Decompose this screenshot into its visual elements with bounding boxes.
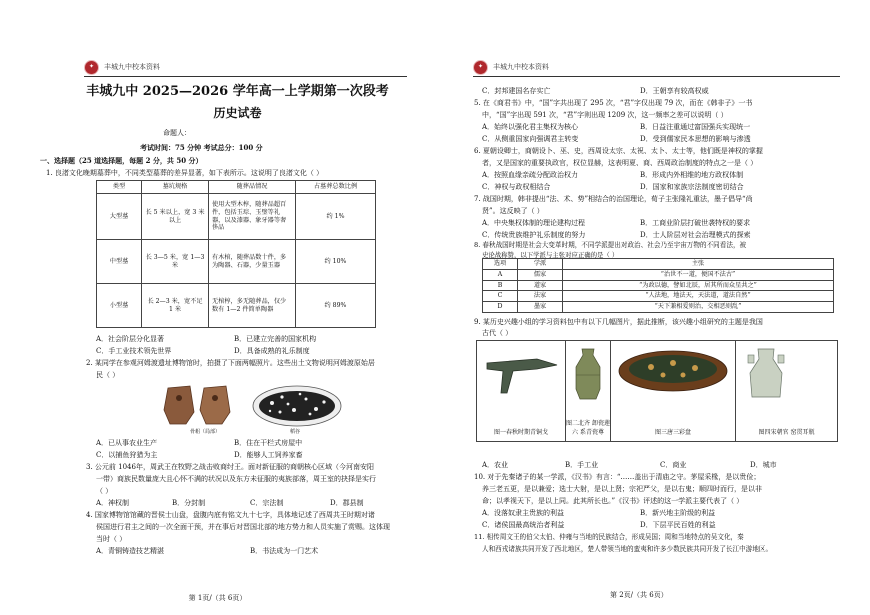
question-7-cont: 贤”。这反映了（ ） [482,207,544,215]
exam-info: 考试时间：75 分钟 考试总分：100 分 [140,143,263,152]
page-number: 第 2页/（共 6页） [610,591,668,599]
image-caption-spade: 骨耜（局部） [190,429,221,435]
table-header: 占墓葬总数比例 [296,181,376,194]
q6-option-d: D．国家和家族宗法制度密切结合 [640,183,744,191]
q1-option-a: A．社会阶层分化显著 [96,335,165,343]
question-8: 8. 春秋战国时期是社会大变革时期，不同学派提出对政治、社会乃至宇宙万物的不同看法，被 [474,241,747,249]
q5-option-b: B．日益注重通过富国强兵实现统一 [640,123,751,131]
question-10: 10. 对于先秦诸子的某一学派，《汉书》有言：“……盖出于清庙之守。茅屋采椽，是以贵俭； [474,473,761,481]
q4-option-d: D．王朝享有较高权威 [640,87,709,95]
q10-option-d: D．下层平民百姓的利益 [640,521,716,529]
q5-option-d: D．受到儒家民本思想的影响与渗透 [640,135,751,143]
q2-option-c: C．以捕鱼狩猎为主 [96,451,158,459]
question-11: 11. 相传周文王的伯父太伯、仲雍与当地的民族结合，形成吴国；周和当地特点的吴文化，秦 [474,533,744,541]
q3-option-d: D．郡县制 [330,499,364,507]
bronze-dagger-axe-image [477,341,565,411]
question-4-cont2: 当时（ ） [96,535,127,543]
q10-option-a: A．没落奴隶主贵族的利益 [482,509,565,517]
q3-option-a: A．神权制 [96,499,130,507]
q4-option-b: B．书法成为一门艺术 [250,547,319,555]
q6-option-b: B．形成内外相维的地方政权体制 [640,171,744,179]
q5-option-a: A．始终以强化君主集权为核心 [482,123,579,131]
q9-option-a: A．农业 [482,461,509,469]
question-2-cont: 民（ ） [96,371,120,379]
question-4-cont: 侯国进行君主之间的一次全面干预，并在事后对晋国北部的地方势力和人员实施了赏赐。这体现 [96,523,390,531]
q7-option-b: B．工商业阶层打破世袭特权的要求 [640,219,751,227]
table-row: D 墨家 “天下兼相爱则治，交相恶则乱” [483,302,834,313]
question-10-cont2: 命；以孝视天下，是以上同。此其所长也。”《汉书》评述的这一学派主要代表了（ ） [482,497,744,505]
q6-option-c: C．神权与政权相结合 [482,183,551,191]
q3-option-c: C．宗法制 [250,499,284,507]
q1-option-c: C．手工业技术领先世界 [96,347,172,355]
header-text: 丰城九中校本资料 [104,62,160,71]
page-header [84,58,407,77]
sancai-plate-image [611,341,735,411]
artifact-image-panel [476,340,838,442]
question-3: 3. 公元前 1046年，周武王在牧野之战击败商纣王。面对新征服的商朝核心区域（今河南安阳 [86,463,374,471]
author-label: 命题人： [163,129,191,137]
q1-option-d: D．具备成熟的礼乐制度 [234,347,310,355]
q4-option-a: A．青铜铸造技艺精湛 [96,547,165,555]
table-header: 类型 [97,181,142,194]
table-row: A 儒家 “治世不一道，便国不法古” [483,269,834,280]
guan-kiln-vase-image [736,341,796,411]
table-header: 主张 [563,259,834,270]
exam-subtitle: 历史试卷 [213,106,262,120]
bone-spade-image [160,382,240,432]
q5-option-c: C．从侧重国家向强调君主转变 [482,135,579,143]
table-header: 随葬品情况 [209,181,296,194]
question-4: 4. 国家博物馆馆藏的晋侯士山盘，盘腹内底有铭文九十七字，具体地记述了西周共王时期对诸 [86,511,375,519]
q6-option-a: A．按照血缘亲疏分配政治权力 [482,171,579,179]
artifact-1: 图一春秋时期青铜戈 [477,341,566,441]
table-row: 小型墓 长 2—3 米，宽不足 1 米 无棺椁，多无随葬品，仅少数有 1—2 件简单陶器 约 89% [97,284,376,328]
q7-option-a: A．中央集权体制的理论建构过程 [482,219,586,227]
table-row: B 道家 “为政以德，譬如北辰，居其所而众星共之” [483,280,834,291]
rice-grain-image [250,383,345,429]
q9-option-c: C．商业 [660,461,687,469]
question-6: 6. 夏朝设卿士，商朝设卜、巫、史，西周设太宗、太祝、太卜、太士等，他们既是神权的掌握 [474,147,763,155]
question-7: 7. 战国时期，韩非提出“法、术、势”相结合的治国理论，荀子主张隆礼重法，墨子倡导“尚 [474,195,753,203]
image-caption-rice: 稻谷 [290,429,301,435]
question-11-cont: 人和西戎诸族共同开发了西北地区，楚人带领当地的蛮夷和许多少数民族共同开发了长江中游地区。 [482,545,773,553]
school-logo-icon: ✦ [473,60,488,75]
header-text: 丰城九中校本资料 [493,62,549,71]
table-header: 选项 [483,259,518,270]
question-9-cont: 古代（ ） [482,329,513,337]
question-2: 2. 某同学在参观河姆渡遗址博物馆时，拍摄了下面两幅照片。这些出土文物说明河姆渡原始居 [86,359,375,367]
q4-option-c: C．封邦建国名存实亡 [482,87,551,95]
q2-option-d: D．能够人工饲养家畜 [234,451,303,459]
artifact-3: 图三唐三彩盘 [611,341,736,441]
q2-option-a: A．已从事农业生产 [96,439,158,447]
q7-option-d: D．士人阶层对社会治理模式的探索 [640,231,751,239]
question-10-cont: 养三老五更，是以兼爱；选士大射，是以上贤；宗祀严父，是以右鬼；顺四时而行，是以非 [482,485,762,493]
question-5-cont: 中，“国”字出现 591 次，“君”字则出现 1209 次，这一频率之差可以说明（ ） [482,111,728,119]
tomb-table [96,180,376,328]
section-heading: 一、选择题（25 道选择题，每题 2 分，共 50 分） [40,156,203,165]
table-row: 大型墓 长 5 米以上，宽 3 米以上 使用大型木椁，随葬品超百件，包括玉琮、玉璧等礼器，以及漆器、象牙器等奢侈品 约 1% [97,194,376,240]
question-3-cont: 一带）商族民数量庞大且心怀不满的状况以及东方未征服的夷族部落，周王室的抉择是实行 [96,475,376,483]
question-1: 1. 良渚文化晚期墓葬中，不同类型墓葬的差异显著，如下表所示。这说明了良渚文化（ ） [46,169,324,177]
school-table [482,258,834,313]
page-header [473,58,840,77]
question-6-cont: 者，又是国家的重要执政官，权位显赫，这表明夏、商、西周政治制度的特点之一是（ ） [482,159,758,167]
artifact-4: 图四宋朝官 窑贯耳瓶 [736,341,837,441]
q10-option-c: C．诸侯国最高统治者利益 [482,521,565,529]
question-3-cont2: （ ） [96,487,113,495]
artifact-2: 图二北齐 卸瓷莲六 系青瓷尊 [566,341,611,441]
q9-option-d: D．城市 [750,461,777,469]
q10-option-b: B．新兴地主阶级的利益 [640,509,716,517]
q1-option-b: B．已建立完善的国家机构 [234,335,317,343]
q7-option-c: C．传统贵族维护礼乐制度的努力 [482,231,586,239]
celadon-vessel-image [566,341,610,411]
question-9: 9. 某历史兴趣小组的学习资料包中有以下几幅图片，据此推断，该兴趣小组研究的主题是我国 [474,318,763,326]
question-8-cont: 史论战称赞，以下学派与主张对应正确的是（ ） [482,251,619,259]
exam-title: 丰城九中 2025—2026 学年高一上学期第一次段考 [86,84,389,99]
q9-option-b: B．手工业 [565,461,599,469]
q3-option-b: B．分封制 [172,499,206,507]
school-logo-icon: ✦ [84,60,99,75]
table-header: 学派 [518,259,563,270]
table-row: C 法家 “人法地，地法天，天法道，道法自然” [483,291,834,302]
page-number: 第 1页/（共 6页） [188,594,247,603]
q2-option-b: B．住在干栏式房屋中 [234,439,303,447]
table-header: 墓坑规格 [142,181,209,194]
table-row: 中型墓 长 3—5 米，宽 1—3 米 有木棺，随葬品数十件，多为陶器、石器，少量玉器 约 10% [97,240,376,284]
question-5: 5. 在《商君书》中，“国”字共出现了 295 次，“君”字仅出现 79 次，而在《韩非子》一书 [474,99,753,107]
